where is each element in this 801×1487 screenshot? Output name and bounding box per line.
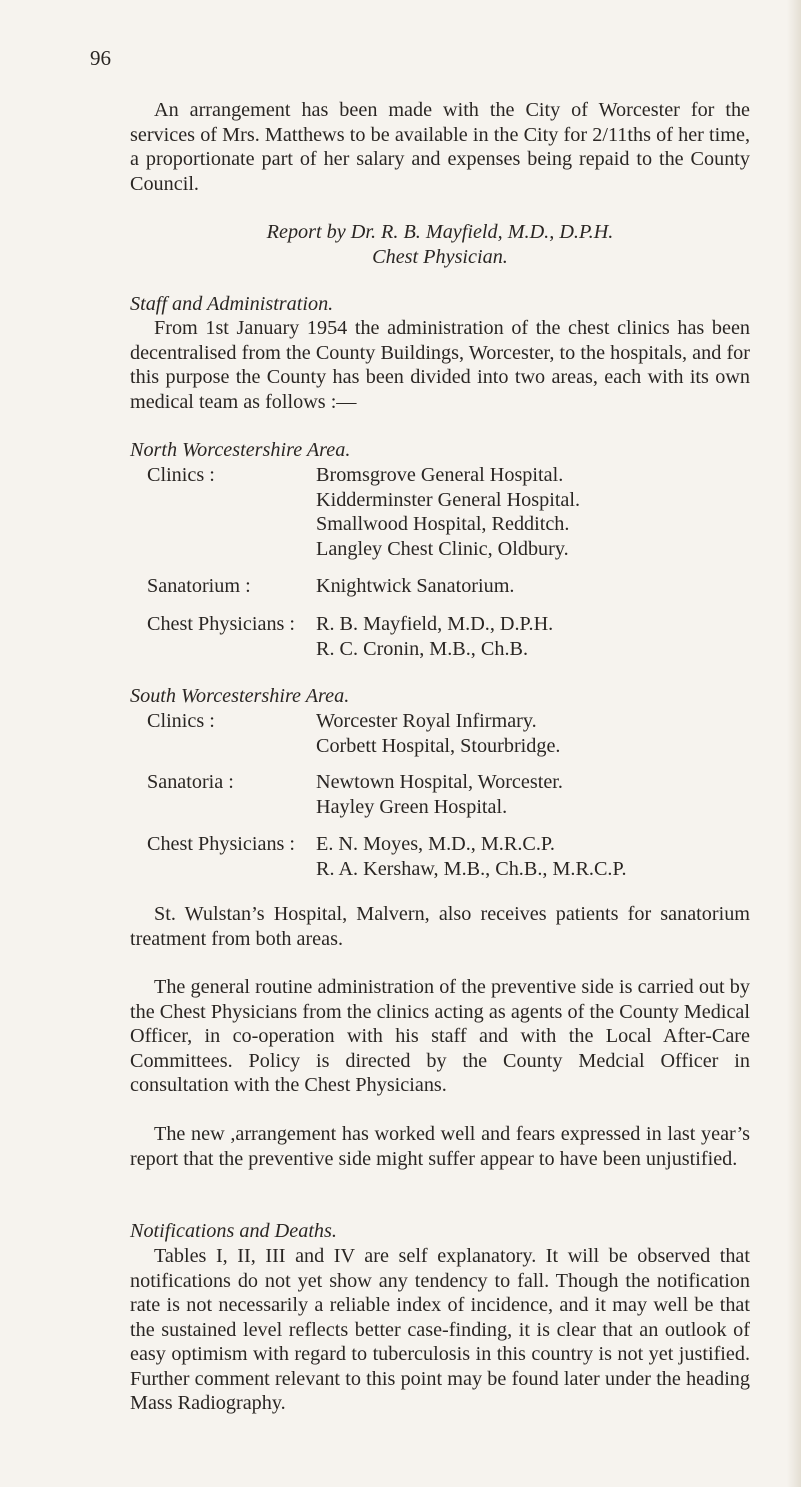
south-heading: South Worcestershire Area. bbox=[130, 685, 350, 707]
list-item: Hayley Green Hospital. bbox=[316, 795, 508, 818]
list-item: R. B. Mayfield, M.D., D.P.H. bbox=[316, 613, 554, 635]
routine-paragraph bbox=[130, 975, 750, 1098]
staff-paragraph-text: From 1st January 1954 the administration of the chest clinics has been decentralised from the County Buildings, Worcester, to the hospitals, and for this purpose the County has been divided into two areas, each with its own medical team as follows :— bbox=[130, 317, 750, 413]
wulstan-paragraph-text: St. Wulstan’s Hospital, Malvern, also receives patients for sanatorium treatment from both areas. bbox=[130, 903, 750, 950]
south-clinics-label: Clinics : bbox=[147, 710, 215, 732]
north-sanatorium-label: Sanatorium : bbox=[147, 575, 251, 597]
wulstan-paragraph bbox=[130, 902, 750, 951]
south-physicians-list bbox=[316, 832, 627, 881]
report-title-line2: Chest Physician. bbox=[372, 245, 508, 268]
list-item: Bromsgrove General Hospital. bbox=[316, 464, 564, 486]
arrangement-paragraph bbox=[130, 1122, 750, 1171]
list-item: Smallwood Hospital, Redditch. bbox=[316, 513, 570, 535]
report-title-line1: Report by Dr. R. B. Mayfield, M.D., D.P.H. bbox=[266, 221, 614, 243]
staff-paragraph bbox=[130, 316, 750, 414]
list-item: Langley Chest Clinic, Oldbury. bbox=[316, 537, 569, 560]
south-sanatoria-list bbox=[316, 770, 563, 819]
south-physicians-label: Chest Physicians : bbox=[147, 833, 296, 855]
south-sanatoria-label: Sanatoria : bbox=[147, 771, 234, 793]
list-item: E. N. Moyes, M.D., M.R.C.P. bbox=[316, 833, 555, 855]
north-clinics-list bbox=[316, 463, 580, 561]
north-clinics-label: Clinics : bbox=[147, 464, 215, 486]
notifications-paragraph bbox=[130, 1244, 750, 1416]
routine-paragraph-text: The general routine administration of the preventive side is carried out by the Chest Physicians from the clinics acting as agents of the County Medical Officer, in co-operation with his staff and with the Local After-Care Committees. Policy is directed by the County Medcial Officer in consultation with the Chest Physicians. bbox=[130, 976, 750, 1096]
north-sanatorium-list bbox=[316, 574, 514, 599]
north-heading: North Worcestershire Area. bbox=[130, 439, 351, 461]
page-number: 96 bbox=[90, 46, 111, 70]
notifications-paragraph-text: Tables I, II, III and IV are self explanatory. It will be observed that notifications do not yet show any tendency to fall. Though the notification rate is not necessarily a reliable index of incidence, and it may well be that the sustained level reflects better case-finding, it is clear that an outlook of easy optimism with regard to tuberculosis in this country is not yet justified. Further comment relevant to this point may be found later under the heading Mass Radiography. bbox=[130, 1245, 750, 1414]
north-physicians-label: Chest Physicians : bbox=[147, 613, 296, 635]
list-item: Worcester Royal Infirmary. bbox=[316, 710, 537, 732]
notifications-heading: Notifications and Deaths. bbox=[130, 1220, 337, 1242]
report-title bbox=[130, 220, 750, 269]
north-physicians-list bbox=[316, 612, 553, 661]
arrangement-paragraph-text: The new ,arrangement has worked well and fears expressed in last year’s report that the preventive side might suffer appear to have been unjustified. bbox=[130, 1123, 750, 1170]
list-item: Kidderminster General Hospital. bbox=[316, 488, 581, 511]
list-item: R. A. Kershaw, M.B., Ch.B., M.R.C.P. bbox=[316, 857, 627, 880]
page-edge-shadow bbox=[787, 0, 801, 1487]
intro-paragraph-text: An arrangement has been made with the City of Worcester for the services of Mrs. Matthews to be available in the City for 2/11ths of her time, a proportionate part of her salary and expenses being repaid to the County Council. bbox=[130, 99, 750, 195]
list-item: R. C. Cronin, M.B., Ch.B. bbox=[316, 637, 529, 660]
list-item: Newtown Hospital, Worcester. bbox=[316, 771, 563, 793]
list-item: Knightwick Sanatorium. bbox=[316, 575, 515, 597]
intro-paragraph bbox=[130, 98, 750, 196]
south-clinics-list bbox=[316, 709, 560, 758]
list-item: Corbett Hospital, Stourbridge. bbox=[316, 734, 561, 757]
staff-heading: Staff and Administration. bbox=[130, 293, 334, 315]
